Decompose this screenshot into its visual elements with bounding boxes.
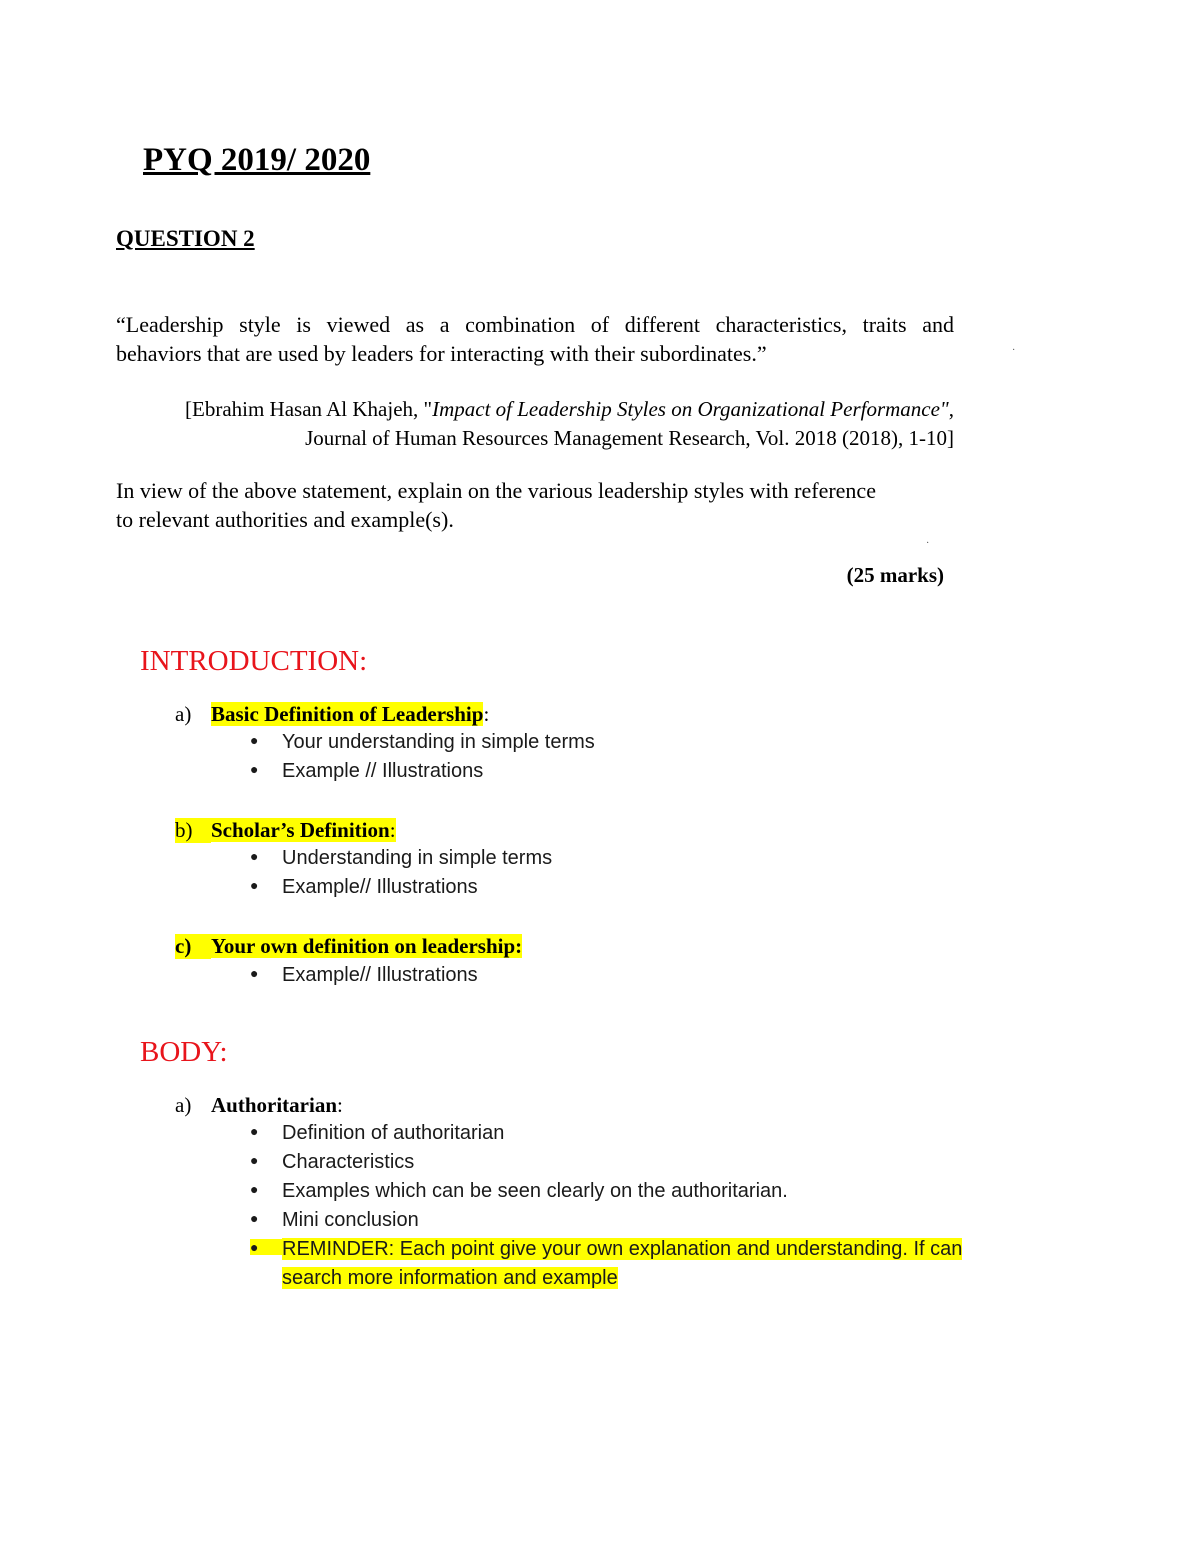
question-heading: QUESTION 2 xyxy=(116,226,255,251)
intro-item-b xyxy=(175,818,396,843)
introduction-heading: INTRODUCTION: xyxy=(140,645,368,677)
citation-prefix: [Ebrahim Hasan Al Khajeh, " xyxy=(185,397,433,421)
list-item: ● Example// Illustrations xyxy=(250,876,478,898)
citation-line-1 xyxy=(185,397,954,422)
bullet-icon: ● xyxy=(250,877,259,893)
list-item: ● Examples which can be seen clearly on the authoritarian. xyxy=(250,1180,788,1202)
page-title: PYQ 2019/ 2020 xyxy=(143,142,371,178)
item-marker: c) xyxy=(175,934,211,959)
item-label: Scholar’s Definition xyxy=(211,818,390,842)
intro-item-c xyxy=(175,934,522,959)
body-item-a xyxy=(175,1093,343,1118)
bullet-icon: ● xyxy=(250,732,259,748)
bullet-icon: ● xyxy=(250,965,259,981)
bullet-icon: ● xyxy=(250,848,259,864)
list-item: ● Characteristics xyxy=(250,1151,415,1173)
item-suffix: : xyxy=(483,702,490,726)
list-item: ● Definition of authoritarian xyxy=(250,1122,505,1144)
list-item: ● Your understanding in simple terms xyxy=(250,731,595,753)
item-marker: a) xyxy=(175,1093,192,1117)
reminder-line-1: ● REMINDER: Each point give your own explanation and understanding. If can xyxy=(250,1238,963,1260)
bullet-icon: ● xyxy=(250,1152,259,1168)
citation-suffix: , xyxy=(948,397,954,421)
instruction-line-1: In view of the above statement, explain on the various leadership styles with reference xyxy=(116,478,876,503)
list-item: ● Example// Illustrations xyxy=(250,964,478,986)
citation-title: Impact of Leadership Styles on Organizational Performance" xyxy=(432,397,949,421)
item-marker: b) xyxy=(175,818,211,843)
body-heading: BODY: xyxy=(140,1036,228,1068)
reminder-line-2: search more information and example xyxy=(282,1267,618,1289)
bullet-icon: ● xyxy=(250,1123,259,1139)
stray-dot: · xyxy=(1012,345,1016,356)
bullet-icon: ● xyxy=(250,1239,282,1255)
stray-dot: · xyxy=(926,538,930,549)
item-label: Your own definition on leadership: xyxy=(211,934,523,958)
instruction-line-2: to relevant authorities and example(s). xyxy=(116,507,454,532)
citation-line-2: Journal of Human Resources Management Research, Vol. 2018 (2018), 1-10] xyxy=(305,426,954,450)
list-item: ● Understanding in simple terms xyxy=(250,847,553,869)
item-marker: a) xyxy=(175,702,192,726)
bullet-icon: ● xyxy=(250,1181,259,1197)
quote-line-2: behaviors that are used by leaders for interacting with their subordinates.” xyxy=(116,341,767,366)
quote-line-1: “Leadership style is viewed as a combination of different characteristics, traits and xyxy=(116,312,954,337)
item-label: Authoritarian xyxy=(211,1093,337,1117)
intro-item-a xyxy=(175,702,489,727)
bullet-icon: ● xyxy=(250,761,259,777)
item-suffix: : xyxy=(389,818,396,842)
item-suffix: : xyxy=(337,1093,343,1117)
marks-label: (25 marks) xyxy=(846,563,944,587)
list-item: ● Mini conclusion xyxy=(250,1209,419,1231)
list-item: ● Example // Illustrations xyxy=(250,760,484,782)
item-label: Basic Definition of Leadership xyxy=(211,702,484,726)
bullet-icon: ● xyxy=(250,1210,259,1226)
